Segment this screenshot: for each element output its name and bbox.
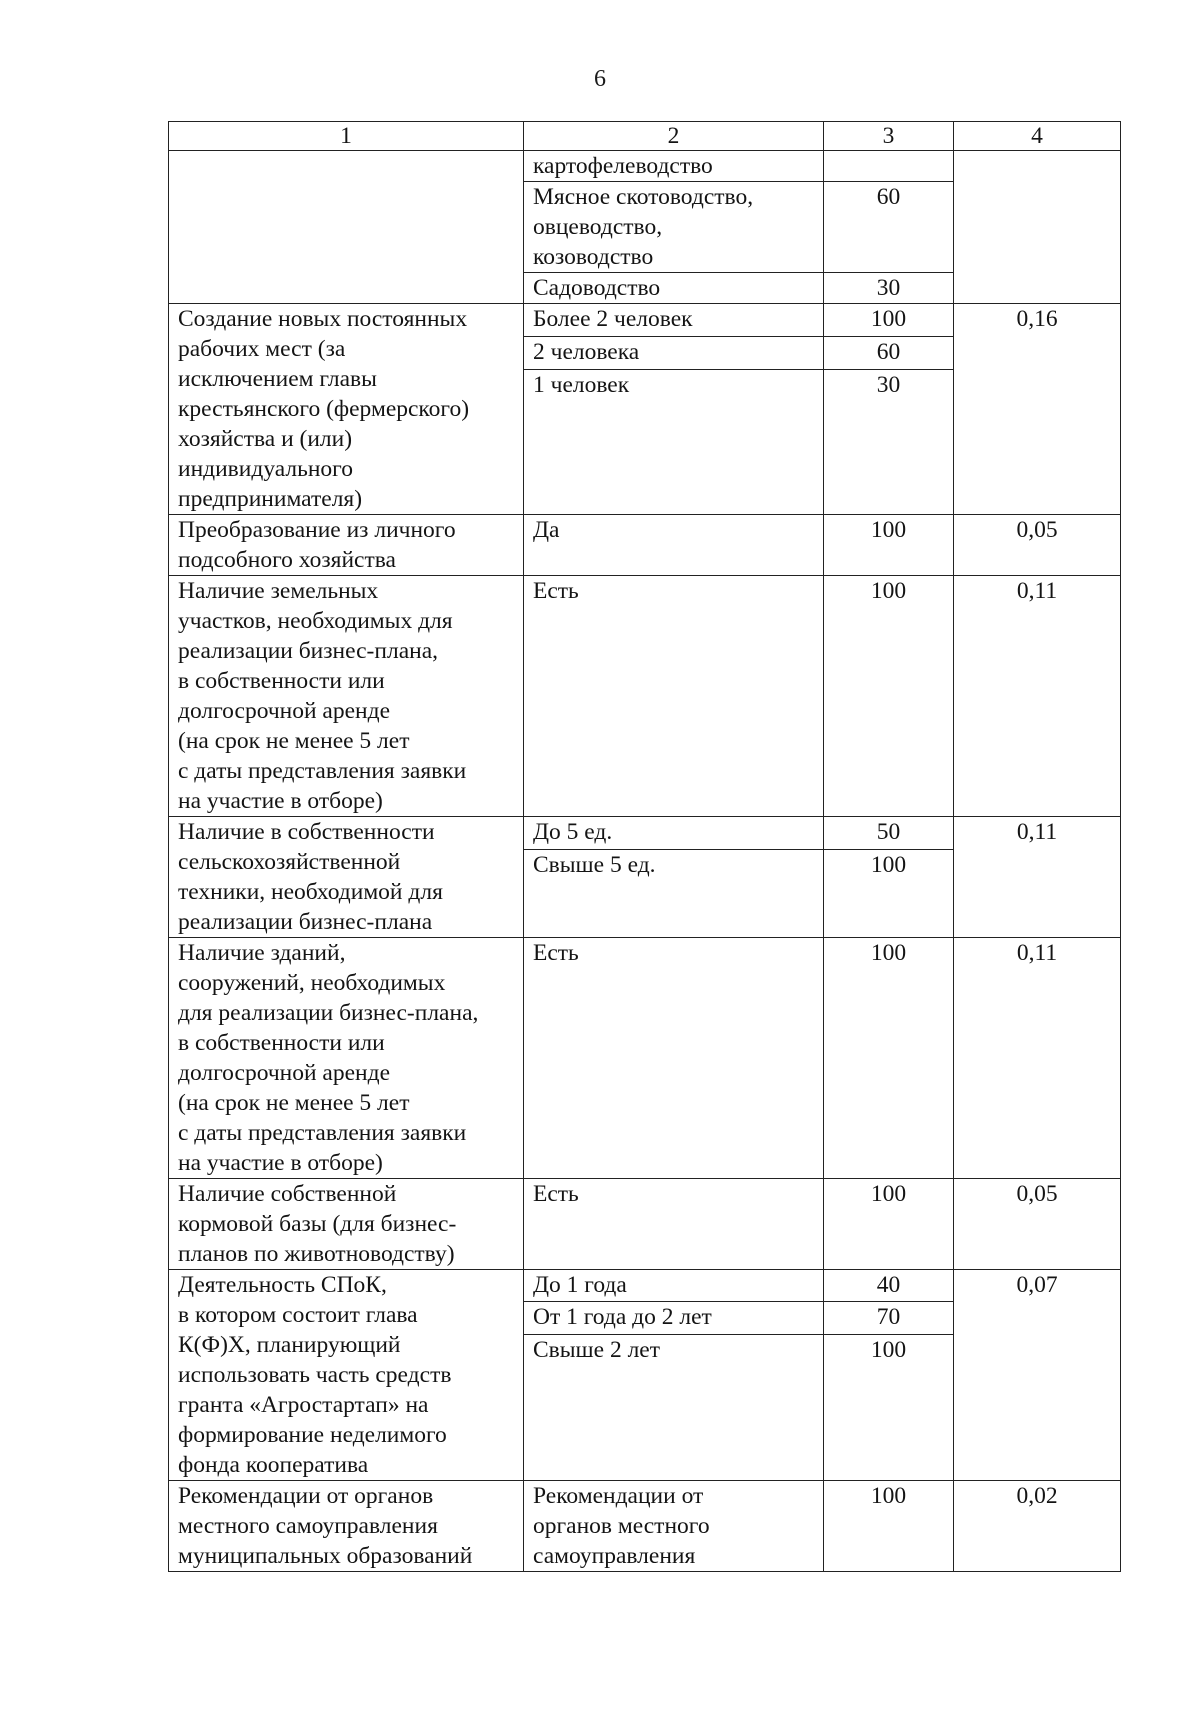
text-line: органов местного [533,1513,710,1539]
text-line: козоводство [533,244,654,270]
text-line: техники, необходимой для [178,879,443,905]
criterion-cell [169,1179,524,1270]
text-line: в котором состоит глава [178,1302,418,1328]
weight-cell: 0,05 [954,515,1121,576]
text-line: индивидуального [178,456,353,482]
table-row [169,576,1121,817]
option-cell [524,370,824,515]
text-line: От 1 года до 2 лет [533,1304,712,1331]
text-line: (на срок не менее 5 лет [178,728,410,754]
weight-cell [954,151,1121,304]
option-cell [524,182,824,273]
page-number: 6 [594,66,606,92]
option-cell [524,938,824,1179]
text-line: Садоводство [533,275,661,301]
option-cell [524,1270,824,1302]
text-line: Наличие в собственности [178,819,435,845]
text-line: Свыше 5 ед. [533,851,656,878]
text-line: сельскохозяйственной [178,849,401,875]
text-line: фонда кооператива [178,1452,369,1478]
weight-cell: 0,02 [954,1481,1121,1572]
text-line: долгосрочной аренде [178,698,391,724]
table-row [169,515,1121,576]
text-line: Мясное скотоводство, [533,184,754,210]
text-line: Свыше 2 лет [533,1336,661,1363]
header-cell: 4 [954,122,1121,151]
criterion-cell [169,304,524,515]
option-cell [524,1179,824,1270]
text-line: 1 человек [533,372,630,399]
score-cell: 100 [824,849,954,937]
text-line: на участие в отборе) [178,1150,383,1176]
option-cell [524,273,824,304]
text-line: долгосрочной аренде [178,1060,391,1086]
text-line: Деятельность СПоК, [178,1272,387,1298]
criterion-cell [169,576,524,817]
text-line: самоуправления [533,1543,696,1569]
criterion-cell [169,817,524,938]
text-line: Наличие зданий, [178,940,346,966]
table-row [169,1179,1121,1270]
text-line: 2 человека [533,339,640,366]
text-line: участков, необходимых для [178,608,453,634]
text-line: предпринимателя) [178,486,363,512]
text-line: в собственности или [178,1030,385,1056]
score-cell: 100 [824,1334,954,1480]
text-line: Рекомендации от органов [178,1483,434,1509]
weight-cell: 0,11 [954,938,1121,1179]
score-cell: 100 [824,1481,954,1572]
table-row [169,151,1121,182]
score-cell: 30 [824,273,954,304]
header-cell: 3 [824,122,954,151]
option-cell [524,151,824,182]
text-line: Есть [533,578,579,604]
header-cell: 2 [524,122,824,151]
score-cell: 100 [824,304,954,337]
text-line: муниципальных образований [178,1543,473,1569]
option-cell [524,817,824,850]
text-line: Преобразование из личного [178,517,456,543]
text-line: крестьянского (фермерского) [178,396,470,422]
text-line: местного самоуправления [178,1513,438,1539]
text-line: Рекомендации от [533,1483,704,1509]
criterion-cell [169,1481,524,1572]
score-cell: 70 [824,1302,954,1334]
option-cell [524,1302,824,1334]
text-line: с даты представления заявки [178,758,467,784]
text-line: рабочих мест (за [178,336,346,362]
text-line: формирование неделимого [178,1422,447,1448]
text-line: Создание новых постоянных [178,306,468,332]
weight-cell: 0,07 [954,1270,1121,1481]
option-cell [524,1481,824,1572]
table-row [169,304,1121,337]
criterion-cell [169,1270,524,1481]
text-line: кормовой базы (для бизнес- [178,1211,457,1237]
text-line: с даты представления заявки [178,1120,467,1146]
criterion-cell [169,515,524,576]
text-line: сооружений, необходимых [178,970,446,996]
table-row [169,938,1121,1179]
text-line: для реализации бизнес-плана, [178,1000,479,1026]
text-line: К(Ф)Х, планирующий [178,1332,401,1358]
score-cell: 60 [824,337,954,370]
text-line: Наличие земельных [178,578,379,604]
text-line: До 1 года [533,1272,627,1298]
score-cell: 100 [824,1179,954,1270]
text-line: в собственности или [178,668,385,694]
table-row [169,817,1121,850]
option-cell [524,337,824,370]
text-line: До 5 ед. [533,819,613,845]
score-cell: 30 [824,370,954,515]
score-cell [824,151,954,182]
text-line: Есть [533,940,579,966]
weight-cell: 0,05 [954,1179,1121,1270]
table-row [169,1481,1121,1572]
text-line: на участие в отборе) [178,788,383,814]
score-cell: 100 [824,576,954,817]
option-cell [524,849,824,937]
weight-cell: 0,11 [954,817,1121,938]
criterion-cell [169,151,524,304]
score-cell: 50 [824,817,954,850]
option-cell [524,576,824,817]
text-line: овцеводство, [533,214,663,240]
text-line: (на срок не менее 5 лет [178,1090,410,1116]
score-cell: 100 [824,938,954,1179]
option-cell [524,304,824,337]
score-cell: 60 [824,182,954,273]
option-cell [524,1334,824,1480]
text-line: картофелеводство [533,153,713,179]
score-cell: 40 [824,1270,954,1302]
criteria-table [168,121,1121,1572]
weight-cell: 0,11 [954,576,1121,817]
text-line: исключением главы [178,366,377,392]
criterion-cell [169,938,524,1179]
table-body [169,122,1121,1572]
table-row [169,1270,1121,1302]
header-row [169,122,1121,151]
weight-cell: 0,16 [954,304,1121,515]
text-line: реализации бизнес-плана, [178,638,439,664]
text-line: использовать часть средств [178,1362,452,1388]
score-cell: 100 [824,515,954,576]
header-cell: 1 [169,122,524,151]
option-cell [524,515,824,576]
text-line: планов по животноводству) [178,1241,455,1267]
text-line: Более 2 человек [533,306,693,332]
text-line: Есть [533,1181,579,1207]
text-line: подсобного хозяйства [178,547,396,573]
text-line: гранта «Агростартап» на [178,1392,429,1418]
text-line: хозяйства и (или) [178,426,353,452]
text-line: Да [533,517,560,543]
text-line: Наличие собственной [178,1181,397,1207]
text-line: реализации бизнес-плана [178,909,433,935]
